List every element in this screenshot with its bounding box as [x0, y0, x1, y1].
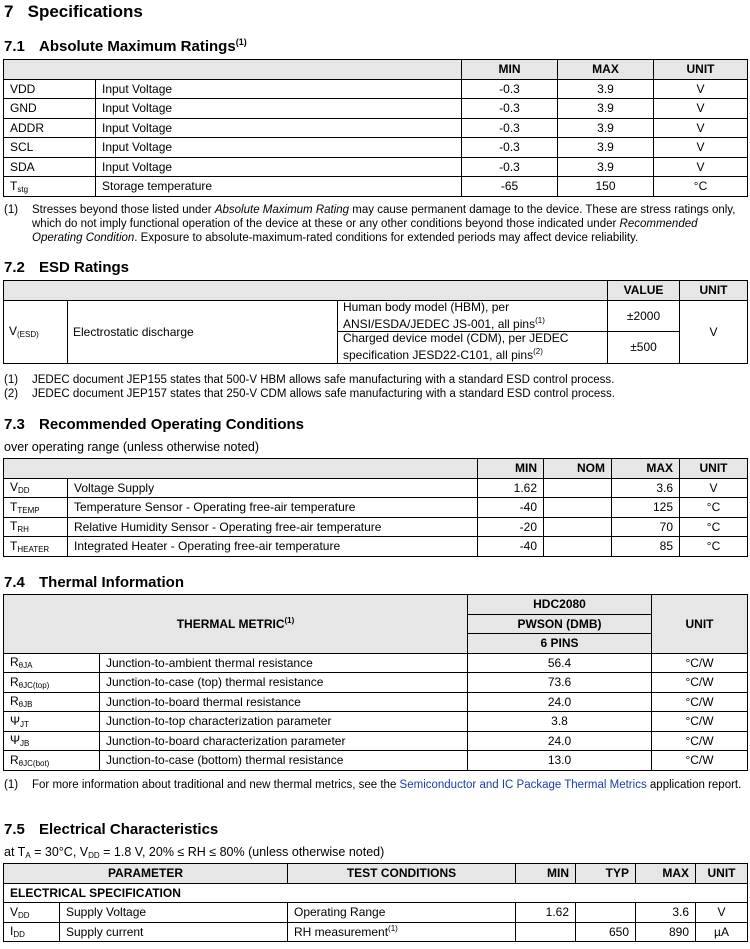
table-row [4, 712, 748, 732]
value-cell: 3.8 [468, 712, 652, 732]
table-row [4, 922, 748, 942]
footnote-ref: (1) [235, 37, 247, 47]
min-cell: -20 [478, 517, 544, 537]
table-row [4, 498, 748, 518]
parameter-cell: Supply current [60, 922, 288, 942]
table-row [4, 537, 748, 557]
unit-cell: V [654, 157, 748, 177]
table-row [4, 118, 748, 138]
table-row [4, 517, 748, 537]
header-max: MAX [558, 60, 654, 80]
section-7-1-heading [4, 37, 247, 55]
footnote-7-4: (1) For more information about traditional and new thermal metrics, see the Semiconductor and IC Package Thermal Metrics application report. [4, 779, 742, 791]
table-row [4, 903, 748, 923]
symbol-cell: $T_{HEATER}$ [4, 537, 68, 557]
parameter-cell: Junction-to-case (bottom) thermal resistance [100, 751, 468, 771]
min-cell: -0.3 [462, 118, 558, 138]
parameter-cell: Junction-to-case (top) thermal resistance [100, 673, 468, 693]
esd-symbol: $V_{(ESD)}$ [4, 300, 68, 363]
symbol-cell: $\Psi_{JT}$ [4, 712, 100, 732]
parameter-cell: Input Voltage [96, 138, 462, 158]
min-cell: 1.62 [478, 478, 544, 498]
min-cell: -40 [478, 498, 544, 518]
pins-header: 6 PINS [468, 634, 652, 654]
header-typ: TYP [576, 864, 636, 884]
unit-cell: °C/W [652, 731, 748, 751]
symbol-cell: GND [4, 99, 96, 119]
section-number: 7.1 [4, 38, 25, 55]
thermal-metric-header: THERMAL METRIC$^{(1)}$ [4, 595, 468, 654]
value-cell: 73.6 [468, 673, 652, 693]
header-value: VALUE [608, 281, 680, 301]
unit-cell: V [654, 138, 748, 158]
header-unit: UNIT [652, 595, 748, 654]
parameter-cell: Supply Voltage [60, 903, 288, 923]
header-min: MIN [516, 864, 576, 884]
header-unit: UNIT [680, 459, 748, 479]
condition-cell: RH measurement$^{(1)}$ [288, 922, 516, 942]
footnote-7-2-2: (2) JEDEC document JEP157 states that 250-V CDM allows safe manufacturing with a standard ESD control process. [4, 388, 615, 400]
unit-cell: V [654, 118, 748, 138]
min-cell: 1.62 [516, 903, 576, 923]
section-7-5-heading: 7.5 Electrical Characteristics [4, 821, 219, 838]
header-max: MAX [612, 459, 680, 479]
symbol-cell: $\Psi_{JB}$ [4, 731, 100, 751]
max-cell: 3.9 [558, 118, 654, 138]
header-min: MIN [478, 459, 544, 479]
max-cell: 3.9 [558, 138, 654, 158]
max-cell: 3.9 [558, 79, 654, 99]
table-row [4, 751, 748, 771]
package-header: PWSON (DMB) [468, 614, 652, 634]
cdm-value: ±500 [608, 331, 680, 363]
min-cell: -40 [478, 537, 544, 557]
min-cell: -0.3 [462, 99, 558, 119]
symbol-cell: $V_{DD}$ [4, 903, 60, 923]
value-cell: 56.4 [468, 653, 652, 673]
unit-cell: °C/W [652, 653, 748, 673]
cdm-condition: Charged device model (CDM), per JEDEC specification JESD22-C101, all pins$^{(2)}$ [338, 331, 608, 363]
parameter-cell: Temperature Sensor - Operating free-air temperature [68, 498, 478, 518]
device-header: HDC2080 [468, 595, 652, 615]
parameter-cell: Input Voltage [96, 99, 462, 119]
unit-cell: °C/W [652, 673, 748, 693]
esd-parameter: Electrostatic discharge [68, 300, 338, 363]
symbol-cell: ADDR [4, 118, 96, 138]
parameter-cell: Voltage Supply [68, 478, 478, 498]
footnote-7-1: (1) Stresses beyond those listed under Absolute Maximum Rating may cause permanent damage to the device. These are stress ratings only, which do not imply functional operation of the device at these or any other conditions beyond those indicated under Recommended Operating Condition. Exposure to absolute-maximum-rated conditions for extended periods may affect device reliability. [4, 204, 736, 244]
header-unit: UNIT [654, 60, 748, 80]
table-row [4, 692, 748, 712]
header-min: MIN [462, 60, 558, 80]
header-blank [4, 60, 462, 80]
max-cell: 3.9 [558, 99, 654, 119]
value-cell: 13.0 [468, 751, 652, 771]
table-header-row [4, 459, 748, 479]
min-cell [516, 922, 576, 942]
nom-cell [544, 517, 612, 537]
nom-cell [544, 478, 612, 498]
table-row [4, 300, 748, 331]
symbol-cell: $V_{DD}$ [4, 478, 68, 498]
table-row [4, 157, 748, 177]
table-row [4, 79, 748, 99]
table-row [4, 478, 748, 498]
table-row [4, 138, 748, 158]
max-cell: 3.6 [612, 478, 680, 498]
section-7-3-heading: 7.3 Recommended Operating Conditions [4, 416, 305, 433]
max-cell: 890 [636, 922, 696, 942]
condition-cell: Operating Range [288, 903, 516, 923]
header-unit: UNIT [696, 864, 748, 884]
thermal-metrics-link[interactable]: Semiconductor and IC Package Thermal Metrics [399, 779, 647, 791]
unit-cell: °C [680, 537, 748, 557]
electrical-characteristics-table [3, 863, 748, 942]
max-cell: 3.9 [558, 157, 654, 177]
parameter-cell: Junction-to-board characterization parameter [100, 731, 468, 751]
parameter-cell: Junction-to-top characterization parameter [100, 712, 468, 732]
max-cell: 150 [558, 177, 654, 197]
max-cell: 85 [612, 537, 680, 557]
unit-cell: V [654, 99, 748, 119]
unit-cell: V [680, 478, 748, 498]
unit-cell: V [654, 79, 748, 99]
symbol-cell: $T_{stg}$ [4, 177, 96, 197]
nom-cell [544, 498, 612, 518]
symbol-cell: $R_{\theta JC(bot)}$ [4, 751, 100, 771]
typ-cell [576, 903, 636, 923]
table-header-row [4, 864, 748, 884]
table-row [4, 177, 748, 197]
parameter-cell: Storage temperature [96, 177, 462, 197]
section-7-4-heading: 7.4 Thermal Information [4, 574, 185, 591]
value-cell: 24.0 [468, 692, 652, 712]
value-cell: 24.0 [468, 731, 652, 751]
parameter-cell: Junction-to-board thermal resistance [100, 692, 468, 712]
symbol-cell: $I_{DD}$ [4, 922, 60, 942]
max-cell: 125 [612, 498, 680, 518]
parameter-cell: Input Voltage [96, 157, 462, 177]
table-header-row [4, 595, 748, 615]
unit-cell: V [696, 903, 748, 923]
unit-cell: µA [696, 922, 748, 942]
section-title: Absolute Maximum Ratings [39, 38, 236, 55]
section-7-3-subtitle: over operating range (unless otherwise noted) [4, 440, 260, 454]
header-unit: UNIT [680, 281, 748, 301]
page-title: 7 Specifications [4, 2, 143, 21]
min-cell: -0.3 [462, 157, 558, 177]
parameter-cell: Junction-to-ambient thermal resistance [100, 653, 468, 673]
esd-unit: V [680, 300, 748, 363]
header-max: MAX [636, 864, 696, 884]
parameter-cell: Integrated Heater - Operating free-air temperature [68, 537, 478, 557]
symbol-cell: $T_{RH}$ [4, 517, 68, 537]
min-cell: -65 [462, 177, 558, 197]
max-cell: 70 [612, 517, 680, 537]
unit-cell: °C [654, 177, 748, 197]
symbol-cell: SDA [4, 157, 96, 177]
parameter-cell: Input Voltage [96, 118, 462, 138]
symbol-cell: VDD [4, 79, 96, 99]
nom-cell [544, 537, 612, 557]
symbol-cell: $R_{\theta JA}$ [4, 653, 100, 673]
unit-cell: °C/W [652, 712, 748, 732]
table-row [4, 673, 748, 693]
symbol-cell: $R_{\theta JC(top)}$ [4, 673, 100, 693]
min-cell: -0.3 [462, 138, 558, 158]
recommended-operating-table [3, 458, 748, 557]
typ-cell: 650 [576, 922, 636, 942]
hbm-value: ±2000 [608, 300, 680, 331]
absolute-max-ratings-table [3, 59, 748, 197]
symbol-cell: $T_{TEMP}$ [4, 498, 68, 518]
esd-ratings-table [3, 280, 748, 364]
min-cell: -0.3 [462, 79, 558, 99]
parameter-cell: Input Voltage [96, 79, 462, 99]
unit-cell: °C [680, 517, 748, 537]
table-row [4, 653, 748, 673]
symbol-cell: $R_{\theta JB}$ [4, 692, 100, 712]
table-row [4, 99, 748, 119]
max-cell: 3.6 [636, 903, 696, 923]
table-header-row [4, 281, 748, 301]
table-row [4, 731, 748, 751]
unit-cell: °C/W [652, 692, 748, 712]
parameter-cell: Relative Humidity Sensor - Operating free-air temperature [68, 517, 478, 537]
table-header-row [4, 60, 748, 80]
hbm-condition: Human body model (HBM), per ANSI/ESDA/JEDEC JS-001, all pins$^{(1)}$ [338, 300, 608, 331]
header-parameter: PARAMETER [4, 864, 288, 884]
footnote-7-2-1: (1) JEDEC document JEP155 states that 500-V HBM allows safe manufacturing with a standard ESD control process. [4, 374, 615, 386]
header-test-conditions: TEST CONDITIONS [288, 864, 516, 884]
section-7-5-conditions: at $T_A = 30^\circ C$, $V_{DD} = 1.8$ V, 20% ≤ RH ≤ 80% (unless otherwise noted) [4, 845, 385, 860]
section-7-2-heading: 7.2 ESD Ratings [4, 259, 130, 276]
header-nom: NOM [544, 459, 612, 479]
unit-cell: °C/W [652, 751, 748, 771]
section-row: ELECTRICAL SPECIFICATION [4, 883, 748, 903]
unit-cell: °C [680, 498, 748, 518]
thermal-information-table [3, 594, 748, 771]
symbol-cell: SCL [4, 138, 96, 158]
